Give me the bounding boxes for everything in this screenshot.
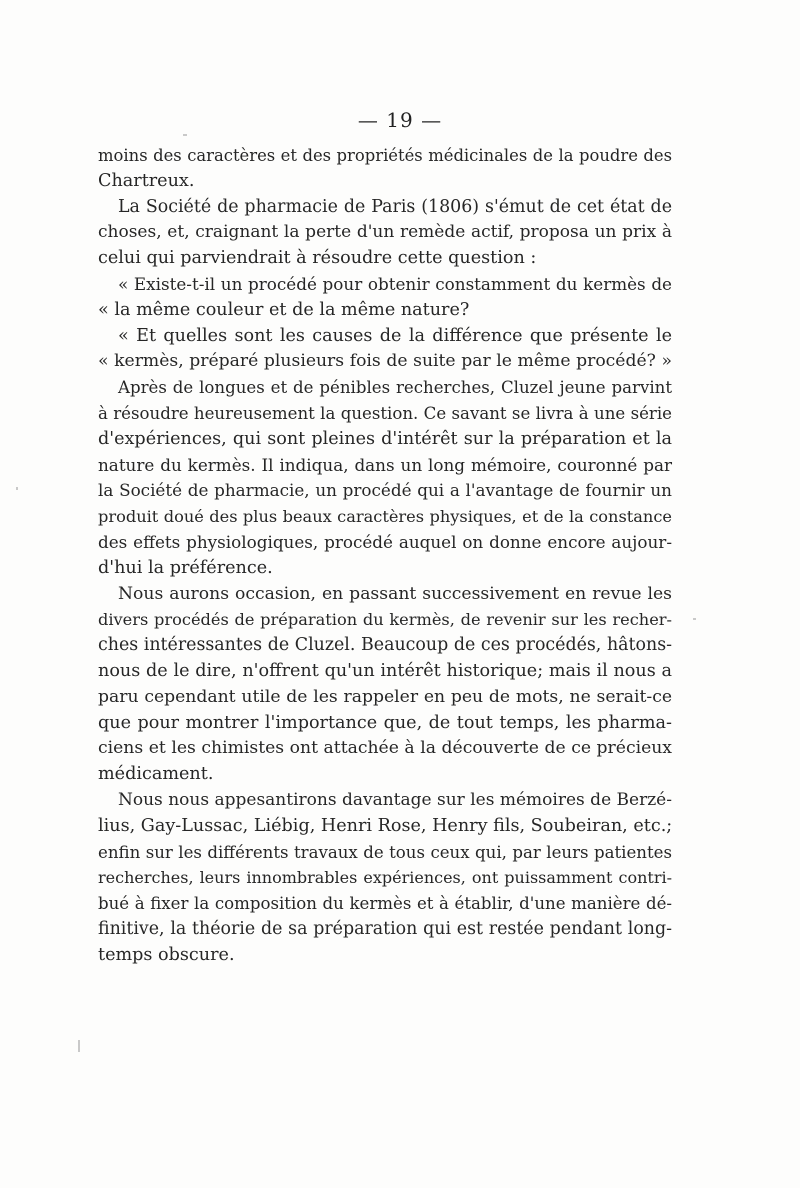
text-line: Chartreux.	[98, 170, 195, 191]
text-line: d'expériences, qui sont pleines d'intérêt sur la préparation et la	[98, 428, 672, 449]
text-line: que pour montrer l'importance que, de tout temps, les pharma-	[98, 712, 672, 733]
text-line: Nous aurons occasion, en passant successivement en revue les	[118, 583, 672, 604]
text-line: choses, et, craignant la perte d'un remède actif, proposa un prix à	[98, 222, 672, 243]
text-line: paru cependant utile de les rappeler en peu de mots, ne serait-ce	[98, 686, 672, 707]
text-line: recherches, leurs innombrables expériences, ont puissamment contri-	[98, 868, 672, 888]
text-line: finitive, la théorie de sa préparation qui est restée pendant long-	[98, 918, 672, 939]
text-line: nous de le dire, n'offrent qu'un intérêt historique; mais il nous a	[98, 660, 672, 681]
text-line: des effets physiologiques, procédé auquel on donne encore aujour-	[98, 531, 672, 552]
text-line: La Société de pharmacie de Paris (1806) s'émut de cet état de	[118, 196, 672, 217]
text-line: la Société de pharmacie, un procédé qui a l'avantage de fournir un	[98, 480, 672, 501]
text-line: « Existe-t-il un procédé pour obtenir constamment du kermès de	[118, 273, 672, 294]
text-line: « Et quelles sont les causes de la différence que présente le	[118, 325, 672, 346]
text-line: Nous nous appesantirons davantage sur les mémoires de Berzé-	[118, 789, 672, 810]
speck-mark	[78, 1040, 80, 1052]
text-line: ches intéressantes de Cluzel. Beaucoup de ces procédés, hâtons-	[98, 635, 672, 656]
text-line: à résoudre heureusement la question. Ce savant se livra à une série	[98, 403, 672, 423]
text-line: moins des caractères et des propriétés médicinales de la poudre des	[98, 146, 672, 165]
body-text	[98, 143, 672, 969]
speck-mark	[183, 134, 187, 136]
page-number: — 19 —	[357, 108, 443, 132]
text-line: lius, Gay-Lussac, Liébig, Henri Rose, Henry fils, Soubeiran, etc.;	[98, 815, 673, 836]
text-line: ciens et les chimistes ont attachée à la découverte de ce précieux	[98, 738, 672, 759]
text-line: « kermès, préparé plusieurs fois de suite par le même procédé? »	[98, 351, 672, 372]
text-line: Après de longues et de pénibles recherches, Cluzel jeune parvint	[118, 378, 672, 398]
text-line: celui qui parviendrait à résoudre cette question :	[98, 248, 537, 269]
speck-mark	[693, 618, 696, 620]
speck-mark	[16, 487, 18, 490]
text-line: médicament.	[98, 764, 214, 785]
text-line: enfin sur les différents travaux de tous ceux qui, par leurs patientes	[98, 842, 672, 862]
text-line: bué à fixer la composition du kermès et à établir, d'une manière dé-	[98, 894, 672, 914]
text-line: produit doué des plus beaux caractères physiques, et de la constance	[98, 507, 672, 527]
text-line: « la même couleur et de la même nature?	[98, 299, 470, 320]
text-line: nature du kermès. Il indiqua, dans un long mémoire, couronné par	[98, 454, 672, 475]
text-line: temps obscure.	[98, 944, 235, 965]
text-line: divers procédés de préparation du kermès, de revenir sur les recher-	[98, 610, 672, 630]
text-line: d'hui la préférence.	[98, 557, 273, 578]
